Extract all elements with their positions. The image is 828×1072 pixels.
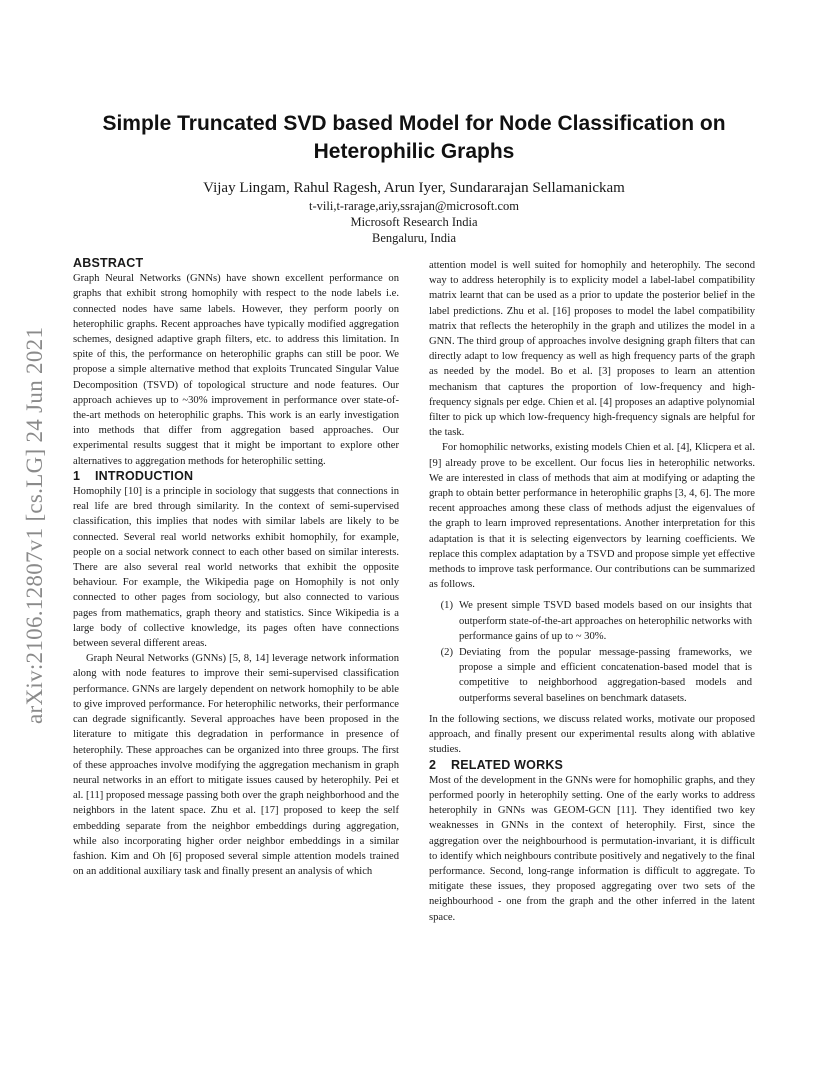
intro-paragraph-1: Homophily [10] is a principle in sociology that suggests that connections in real life are bred through similarity. In the context of semi-supervised classification, this implies that nodes with similar labels are likely to be connected. Several real world networks exhibit homophily, for example, people on a social network connect to each other based on similar interests. There are also several real world networks that exhibit the opposite behaviour. For example, the Wikipedia page on Homophily is not only connected to other pages from sociology, but also connected to various pages from mathematics, graph theory and statistics. Since Wikipedia is a large body of collective knowledge, its pages often have connections between several different areas. xyxy=(73,486,399,650)
list-item xyxy=(429,645,755,706)
intro-paragraph-5: In the following sections, we discuss related works, motivate our proposed approach, and finally present our experimental results along with ablative studies. xyxy=(429,713,755,756)
list-item-text: Deviating from the popular message-passing frameworks, we propose a simple and efficient concatenation-based model that is competitive to neighborhood aggregation-based models and outperforms several baselines on benchmark datasets. xyxy=(459,647,752,704)
left-column xyxy=(73,256,399,879)
intro-section-number: 1 xyxy=(73,468,81,483)
title-line-1: Simple Truncated SVD based Model for Node Classification on xyxy=(102,112,726,135)
paper-title xyxy=(60,110,768,166)
related-section-title: RELATED WORKS xyxy=(451,757,564,772)
authors: Vijay Lingam, Rahul Ragesh, Arun Iyer, Sundararajan Sellamanickam xyxy=(203,180,625,196)
affiliation: Microsoft Research India xyxy=(350,215,478,229)
list-item-number: (1) xyxy=(440,600,453,612)
list-item xyxy=(429,598,755,644)
related-paragraph-1: Most of the development in the GNNs were for homophilic graphs, and they performed poorly in heterophily setting. One of the early works to address heterophily in GNNs was GEOM-GCN [11]. They identified two key weaknesses in GNNs in the context of heterophily. First, since the aggregation over the neighbourhood is permutation-invariant, it is difficult to identify which neighbours contribute positively and negatively to the final performance. Second, long-range information is difficult to aggregate. To mitigate these issues, they proposed aggregating over two sets of the neighbourhood - one from the graph and the other inferred in the latent space. xyxy=(429,774,755,923)
location: Bengaluru, India xyxy=(371,231,456,245)
intro-paragraph-3: attention model is well suited for homophily and heterophily. The second way to address heterophily is to explicity model a label-label compatibility matrix learnt that can be used as a prior to update the posterior belief in the label predictions. Zhu et al. [16] proposes to model the label compatibility matrix that reflects the heterophily in the graph and utilizes the model in a GNN. The third group of approaches involve designing graph filters that can directly adapt to low frequency as well as high frequency parts of the graph as needed by the model. Bo et al. [3] proposes to learn an attention mechanism that captures the proportion of low-frequency and high-frequency signals per edge. Chien et al. [4] proposes an adaptive polynomial filter to pick up which low-frequency high-frequency signals are helpful for the task. xyxy=(429,260,755,439)
intro-section-title: INTRODUCTION xyxy=(95,468,194,483)
author-email: t-vili,t-rarage,ariy,ssrajan@microsoft.com xyxy=(309,199,519,213)
intro-heading xyxy=(73,469,399,484)
intro-paragraph-4: For homophilic networks, existing models Chien et al. [4], Klicpera et al. [9] already prove to be excellent. Our focus lies in heterophilic networks. We are interested in class of methods that aim at modifying or adapting the graph to obtain better performance in heterophilic graphs [3, 4, 6]. The more recent approaches among these class of methods adjust the eigenvalues of the graph to learn improved representations. Another interpretation for this adaptation is that it is selecting eigenvectors by learning coefficients. We replace this complex adaptation by a TSVD and propose simple yet effective methods to improve task performance. Our contributions can be summarized as follows. xyxy=(429,442,755,591)
abstract-heading: ABSTRACT xyxy=(73,256,144,270)
title-line-2: Heterophilic Graphs xyxy=(313,140,515,163)
related-section-number: 2 xyxy=(429,757,437,772)
intro-paragraph-2: Graph Neural Networks (GNNs) [5, 8, 14] leverage network information along with node features to improve their semi-supervised classification performance. GNNs are largely dependent on network homophily to be able to give improved performance. For heterophilic networks, their performance can degrade significantly. Several approaches have been proposed in the literature to mitigate this degradation in performance in presence of heterophily. These approaches can be organized into three groups. The first of these approaches involve modifying the aggregation mechanism in graph neural networks in an effort to mitigate issues caused by heterophily. Pei et al. [11] proposed message passing both over the graph neighborhood and the neighbors in the latent space. Zhu et al. [17] proposed to keep the self embedding separate from the neighbor embeddings during aggregation, while also incorporating higher order neighbor embeddings in a similar fashion. Kim and Oh [6] proposed several simple attention models trained on an additional auxiliary task and finally present an analysis of which xyxy=(73,653,399,878)
right-column xyxy=(429,258,755,925)
contributions-list xyxy=(429,598,755,705)
list-item-text: We present simple TSVD based models based on our insights that outperform state-of-the-art approaches on heterophilic networks with performance gains of up to ~ 30%. xyxy=(459,600,752,642)
related-works-heading xyxy=(429,758,755,773)
list-item-number: (2) xyxy=(440,647,453,659)
abstract-text: Graph Neural Networks (GNNs) have shown excellent performance on graphs that exhibit strong homophily with respect to the node labels i.e. connected nodes have same labels. However, they perform poorly on heterophilic graphs. Recent approaches have typically modified aggregation schemes, designed adaptive graph filters, etc. to address this limitation. In spite of this, the performance on heterophilic graphs can still be poor. We propose a simple alternative method that exploits Truncated Singular Value Decomposition (TSVD) of topological structure and node features. Our approach achieves up to ~30% improvement in performance over state-of-the-art methods on heterophilic graphs. This work is an early investigation into methods that differ from aggregation based approaches. Our experimental results suggest that it might be important to explore other alternatives to aggregation methods for heterophilic setting. xyxy=(73,273,399,467)
arxiv-identifier: arXiv:2106.12807v1 [cs.LG] 24 Jun 2021 xyxy=(22,326,47,724)
